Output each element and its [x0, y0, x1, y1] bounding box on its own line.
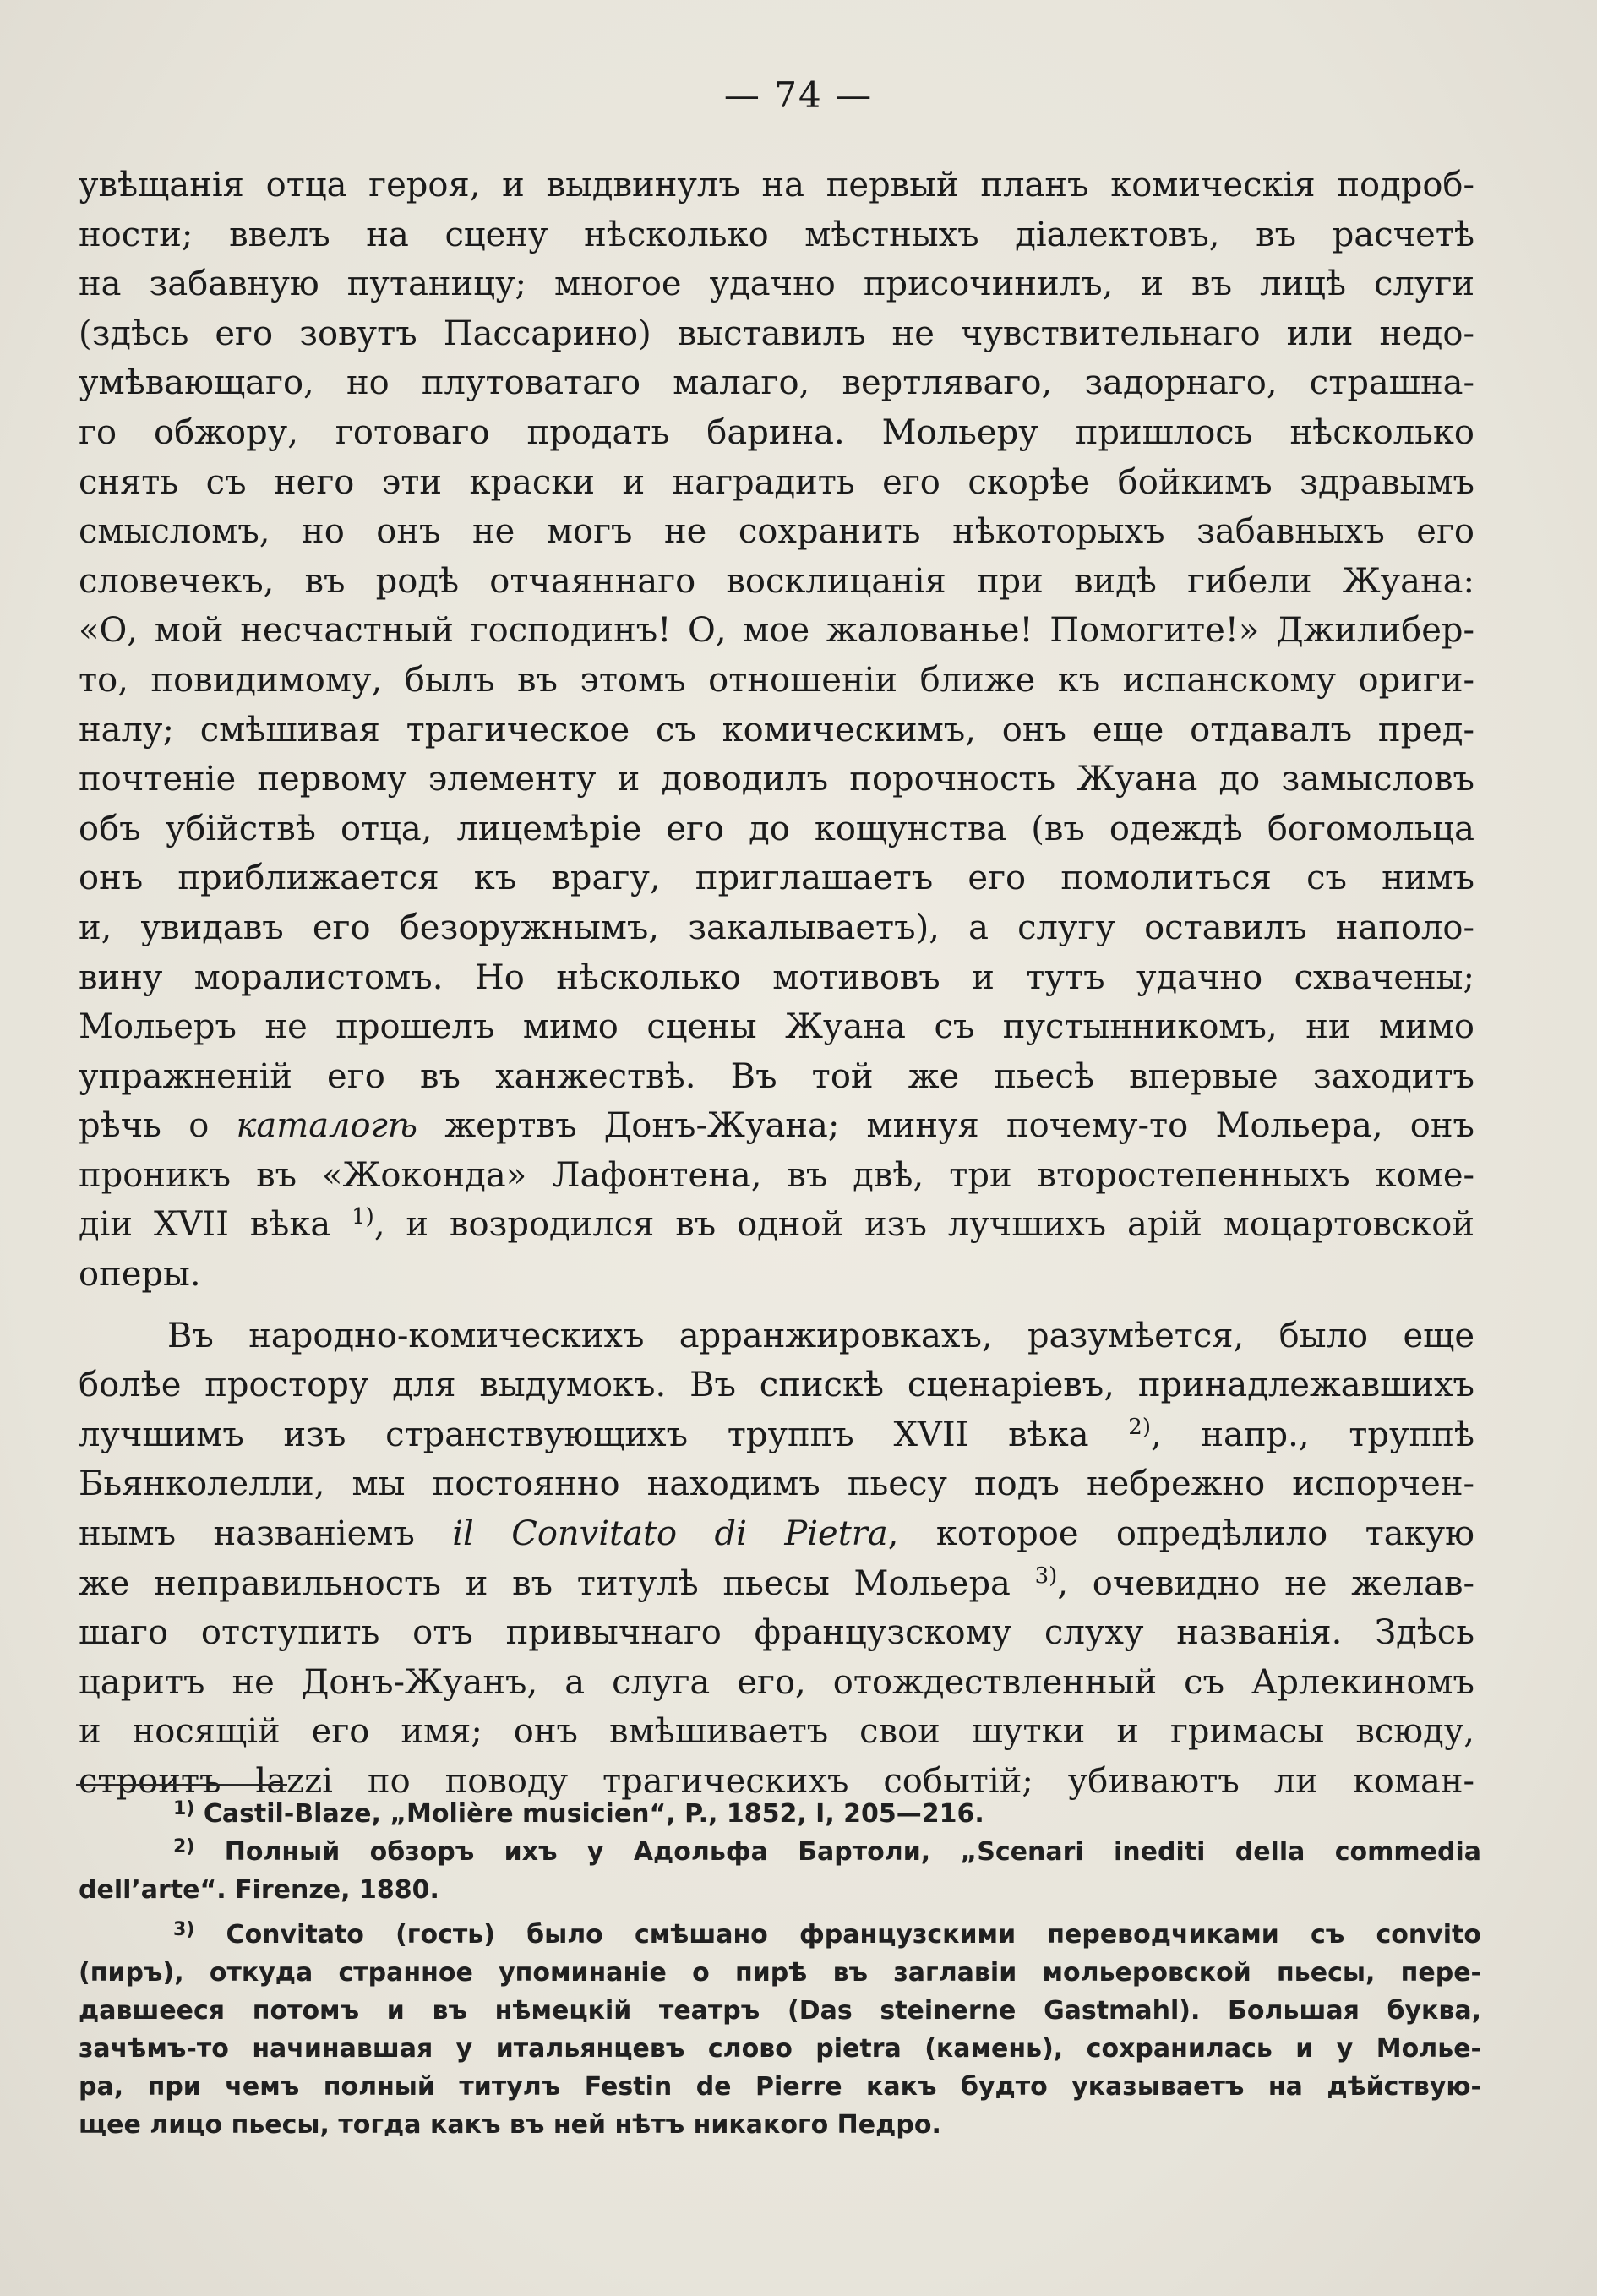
text-line: упражненій его въ ханжествѣ. Въ той же пьесѣ впервые заходитъ: [79, 1056, 1474, 1096]
text-line: [79, 1509, 1474, 1559]
text-line: объ убійствѣ отца, лицемѣріе его до кощунства (въ одеждѣ богомольца: [79, 809, 1474, 848]
text-line: царитъ не Донъ-Жуанъ, а слуга его, отождествленный съ Арлекиномъ: [79, 1662, 1474, 1702]
footnote-text: Convitato (гость) было смѣшано французскими переводчиками съ convito: [194, 1920, 1481, 1950]
text-segment: нымъ названіемъ: [79, 1514, 453, 1554]
text-line: «О, мой несчастный господинъ! О, мое жалованье! Помогите!» Джилибер-: [79, 611, 1474, 651]
text-line: строитъ lazzi по поводу трагическихъ событій; убиваютъ ли коман-: [79, 1762, 1474, 1801]
main-text: [79, 161, 1474, 1807]
text-segment: рѣчь о: [79, 1106, 237, 1146]
page-number: — 74 —: [723, 74, 874, 116]
footnotes: [79, 1795, 1481, 2144]
text-line: и носящій его имя; онъ вмѣшиваетъ свои шутки и гримасы всюду,: [79, 1712, 1474, 1752]
footnote-3-line: щее лицо пьесы, тогда какъ въ ней нѣтъ никакого Педро.: [79, 2110, 941, 2140]
text-line: болѣе простору для выдумокъ. Въ спискѣ сценаріевъ, принадлежавшихъ: [79, 1366, 1474, 1405]
text-line: умѣвающаго, но плутоватаго малаго, вертляваго, задорнаго, страшна-: [79, 363, 1474, 403]
text-line: онъ приближается къ врагу, приглашаетъ его помолиться съ нимъ: [79, 859, 1474, 898]
text-line: на забавную путаницу; многое удачно присочинилъ, и въ лицѣ слуги: [79, 265, 1474, 304]
text-line: почтеніе первому элементу и доводилъ порочность Жуана до замысловъ: [79, 760, 1474, 799]
footnote-2: [79, 1833, 1481, 1871]
italic-title: il Convitato di Pietra: [452, 1514, 888, 1554]
text-line: Мольеръ не прошелъ мимо сцены Жуана съ пустынникомъ, ни мимо: [79, 1007, 1474, 1047]
text-line: то, повидимому, былъ въ этомъ отношеніи ближе къ испанскому ориги-: [79, 660, 1474, 700]
footnote-1: [79, 1795, 1481, 1833]
text-segment: , напр., труппѣ: [1150, 1415, 1474, 1454]
text-segment: же неправильность и въ титулѣ пьесы Мольера: [79, 1563, 1035, 1603]
text-line: налу; смѣшивая трагическое съ комическимъ, онъ еще отдавалъ пред-: [79, 710, 1474, 750]
text-line: [79, 1200, 1474, 1250]
footnote-text: Полный обзоръ ихъ у Адольфа Бартоли, „Scenari inediti della commedia: [194, 1837, 1481, 1867]
footnote-3-line: ра, при чемъ полный титулъ Festin de Pierre какъ будто указываетъ на дѣйствую-: [79, 2072, 1481, 2102]
footnote-text: Castil-Blaze, „Molière musicien“, P., 1852, I, 205—216.: [194, 1799, 984, 1829]
footnote-3-line: зачѣмъ-то начинавшая у итальянцевъ слово pietra (камень), сохранилась и у Молье-: [79, 2034, 1481, 2064]
text-line: снять съ него эти краски и наградить его скорѣе бойкимъ здравымъ: [79, 462, 1474, 502]
italic-term: каталогѣ: [236, 1106, 418, 1146]
text-line: смысломъ, но онъ не могъ не сохранить нѣкоторыхъ забавныхъ его: [79, 512, 1474, 552]
text-line: проникъ въ «Жоконда» Лафонтена, въ двѣ, три второстепенныхъ коме-: [79, 1155, 1474, 1195]
text-line: шаго отступить отъ привычнаго французскому слуху названія. Здѣсь: [79, 1613, 1474, 1653]
footnote-mark: 2): [173, 1836, 195, 1857]
footnote-2-line: dell’arte“. Firenze, 1880.: [79, 1875, 439, 1905]
footnote-3: [79, 1916, 1481, 1954]
text-segment: лучшимъ изъ странствующихъ труппъ XVII вѣка: [79, 1415, 1129, 1454]
text-line: словечекъ, въ родѣ отчаяннаго восклицанія при видѣ гибели Жуана:: [79, 561, 1474, 601]
text-line: Въ народно-комическихъ арранжировкахъ, разумѣется, было еще: [167, 1316, 1474, 1355]
footnote-ref: 3): [1034, 1562, 1058, 1589]
footnote-mark: 3): [173, 1919, 195, 1940]
text-segment: діи XVII вѣка: [79, 1205, 352, 1245]
footnote-mark: 1): [173, 1798, 195, 1819]
text-segment: , и возродился въ одной изъ лучшихъ арій моцартовской: [373, 1205, 1474, 1245]
text-line: го обжору, готоваго продать барина. Мольеру пришлось нѣсколько: [79, 412, 1474, 452]
text-line: [79, 1559, 1474, 1609]
footnote-divider: [76, 1784, 287, 1786]
text-segment: , очевидно не желав-: [1057, 1563, 1475, 1603]
footnote-ref: 2): [1128, 1414, 1151, 1440]
text-segment: , которое опредѣлило такую: [887, 1514, 1474, 1554]
text-line: Бьянколелли, мы постоянно находимъ пьесу подъ небрежно испорчен-: [79, 1464, 1474, 1504]
text-line: вину моралистомъ. Но нѣсколько мотивовъ и тутъ удачно схвачены;: [79, 957, 1474, 997]
text-line: (здѣсь его зовутъ Пассарино) выставилъ не чувствительнаго или недо-: [79, 314, 1474, 353]
footnote-3-line: (пиръ), откуда странное упоминаніе о пирѣ въ заглавіи мольеровской пьесы, пере-: [79, 1958, 1481, 1988]
text-line: и, увидавъ его безоружнымъ, закалываетъ), а слугу оставилъ наполо-: [79, 908, 1474, 947]
footnote-3-line: давшееся потомъ и въ нѣмецкій театръ (Das steinerne Gastmahl). Большая буква,: [79, 1996, 1481, 2026]
footnote-ref: 1): [352, 1204, 374, 1230]
text-line: увѣщанія отца героя, и выдвинулъ на первый планъ комическія подроб-: [79, 166, 1474, 205]
text-segment: жертвъ Донъ-Жуана; минуя почему-то Мольера, онъ: [417, 1106, 1474, 1146]
text-line: [79, 1101, 1474, 1151]
text-line: ности; ввелъ на сцену нѣсколько мѣстныхъ діалектовъ, въ расчетѣ: [79, 215, 1474, 254]
text-line: [79, 1410, 1474, 1460]
text-line: оперы.: [79, 1255, 201, 1295]
